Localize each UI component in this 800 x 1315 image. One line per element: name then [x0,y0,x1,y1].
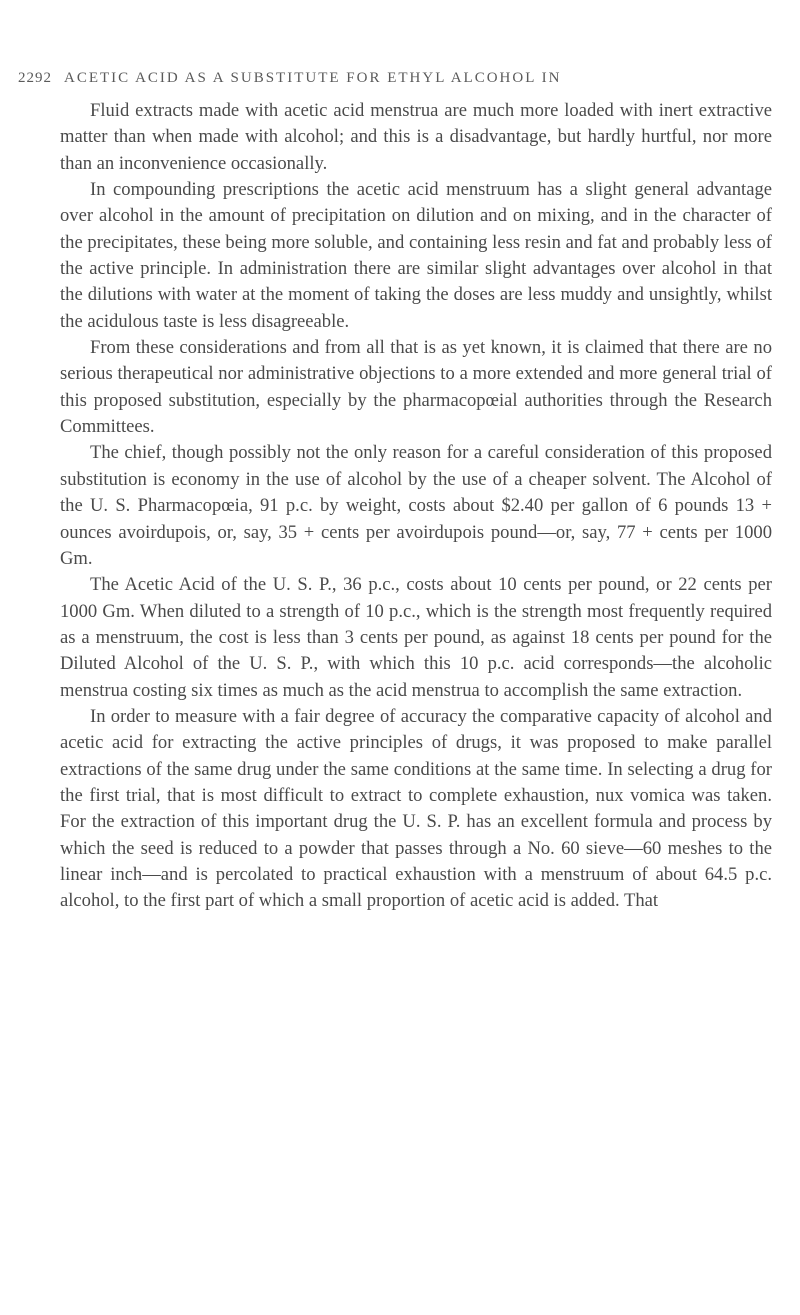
page-number: 2292 [18,70,52,86]
running-title: ACETIC ACID AS A SUBSTITUTE FOR ETHYL ALCOHOL IN [64,70,562,86]
paragraph: From these considerations and from all that is as yet known, it is claimed that there are no serious therapeutical nor administrative objections to a more extended and more general trial of this proposed substitution, especially by the pharmacopœial authorities through the Research Committees. [60,337,772,438]
paragraph: The chief, though possibly not the only reason for a careful consideration of this proposed substitution is economy in the use of alcohol by the use of a cheaper solvent. The Alcohol of the U. S. Pharmacopœia, 91 p.c. by weight, costs about $2.40 per gallon of 6 pounds 13 + ounces avoirdupois, or, say, 35 + cents per avoirdupois pound—or, say, 77 + cents per 1000 Gm. [60,442,772,569]
running-header [18,70,798,87]
paragraph: In order to measure with a fair degree of accuracy the comparative capacity of alcohol and acetic acid for extracting the active principles of drugs, it was proposed to make parallel extractions of the same drug under the same conditions at the same time. In selecting a drug for the first trial, that is most difficult to extract to complete exhaustion, nux vomica was taken. For the extraction of this important drug the U. S. P. has an excellent formula and process by which the seed is reduced to a powder that passes through a No. 60 sieve—60 meshes to the linear inch—and is percolated to practical exhaustion with a menstruum of about 64.5 p.c. alcohol, to the first part of which a small proportion of acetic acid is added. That [60,705,772,912]
paragraph: In compounding prescriptions the acetic acid menstruum has a slight general advantage over alcohol in the amount of precipitation on dilution and on mixing, and in the character of the precipitates, these being more soluble, and containing less resin and fat and probably less of the active principle. In administration there are similar slight advantages over alcohol in that the dilutions with water at the moment of taking the doses are less muddy and unsightly, whilst the acidulous taste is less disagreeable. [60,179,772,332]
body-text [60,98,772,915]
paragraph: The Acetic Acid of the U. S. P., 36 p.c., costs about 10 cents per pound, or 22 cents per 1000 Gm. When diluted to a strength of 10 p.c., which is the strength most frequently required as a menstruum, the cost is less than 3 cents per pound, as against 18 cents per pound for the Diluted Alcohol of the U. S. P., with which this 10 p.c. acid corresponds—the alcoholic menstrua costing six times as much as the acid menstrua to accomplish the same extraction. [60,574,772,701]
paragraph: Fluid extracts made with acetic acid menstrua are much more loaded with inert extractive matter than when made with alcohol; and this is a disadvantage, but hardly hurtful, nor more than an inconvenience occasionally. [60,100,772,174]
